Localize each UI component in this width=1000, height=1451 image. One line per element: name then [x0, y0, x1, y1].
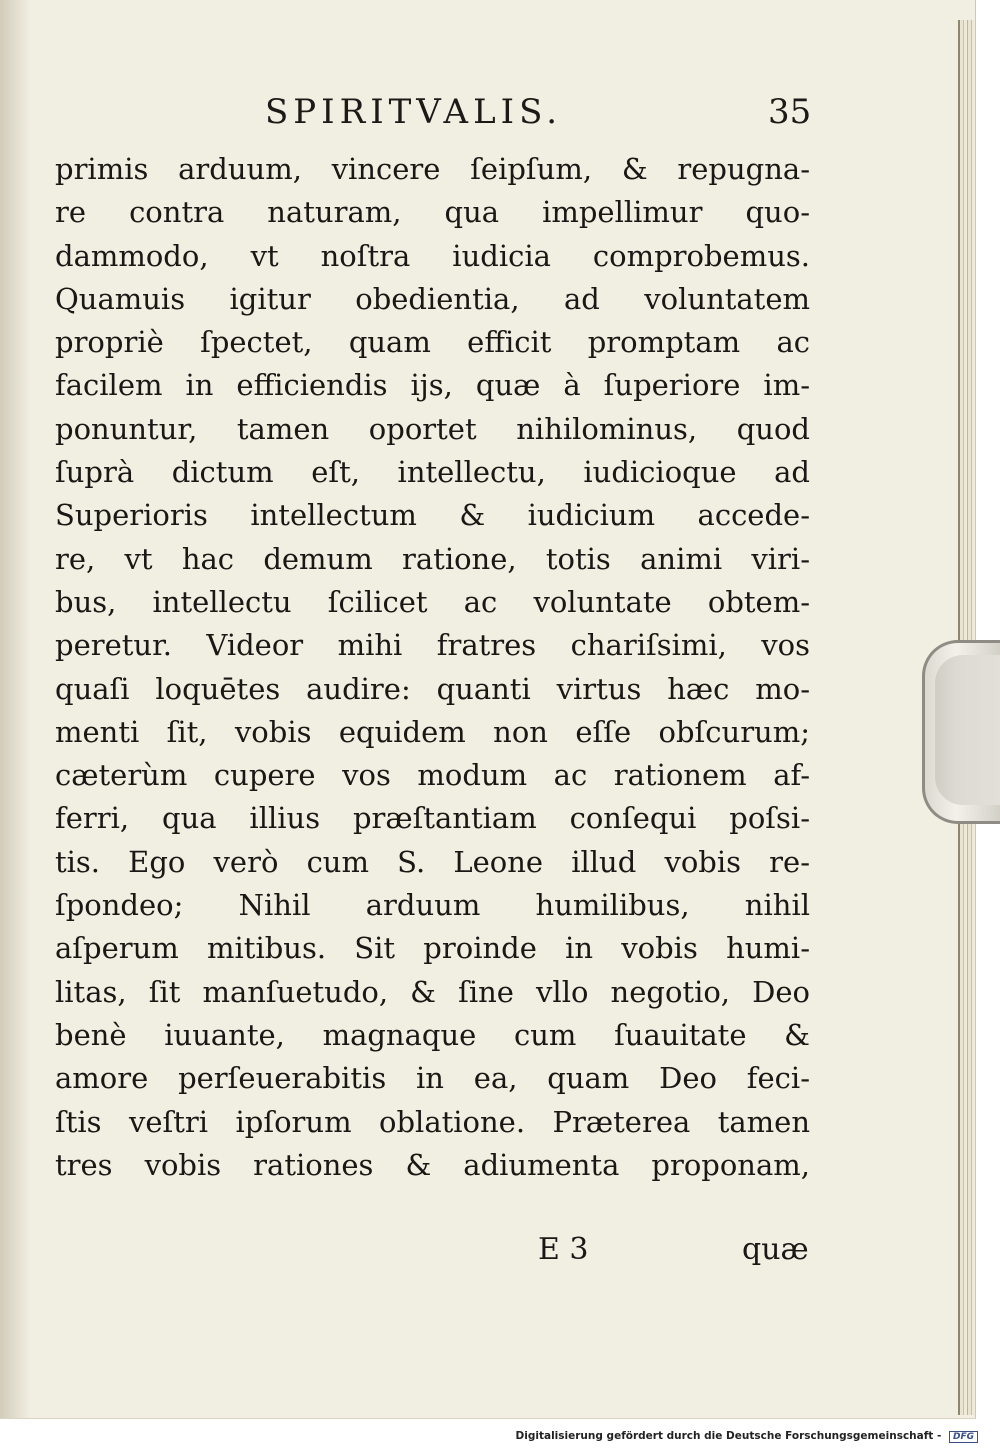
signature-mark: E 3: [538, 1232, 589, 1267]
text-line: facilem in efficiendis ijs, quæ à ſuperiore im-: [55, 368, 810, 403]
text-line: bus, intellectu ſcilicet ac voluntate obtem-: [55, 584, 810, 619]
text-line: propriè ſpectet, quam efficit promptam ac: [55, 325, 810, 360]
text-line: Quamuis igitur obedientia, ad voluntatem: [55, 281, 810, 316]
clasp-inner: [935, 655, 1000, 805]
text-line: ſtis veſtri ipſorum oblatione. Præterea tamen: [55, 1104, 810, 1139]
running-title: SPIRITVALIS.: [265, 92, 563, 132]
text-line: quaſi loquētes audire: quanti virtus hæc mo-: [55, 671, 810, 706]
text-line: menti ſit, vobis equidem non eſſe obſcurum;: [55, 714, 810, 749]
digitization-attribution: [516, 1430, 978, 1443]
attribution-text: Digitalisierung gefördert durch die Deutsche Forschungsgemeinschaft -: [515, 1430, 942, 1442]
text-line: ponuntur, tamen oportet nihilominus, quod: [55, 411, 810, 446]
text-line: Superioris intellectum & iudicium accede-: [55, 498, 810, 533]
text-line: aſperum mitibus. Sit proinde in vobis humi-: [55, 931, 810, 966]
page-footer: [0, 1232, 975, 1272]
page-header: [0, 92, 975, 132]
text-line: litas, ſit manſuetudo, & ſine vllo negotio, Deo: [55, 974, 810, 1009]
book-clasp: [922, 640, 1000, 824]
page-number: 35: [768, 92, 812, 132]
text-line: ſpondeo; Nihil arduum humilibus, nihil: [55, 888, 810, 923]
text-line: tis. Ego verò cum S. Leone illud vobis re-: [55, 844, 810, 879]
dfg-logo: DFG: [949, 1431, 978, 1443]
text-line: benè iuuante, magnaque cum ſuauitate &: [55, 1017, 810, 1052]
text-line: primis arduum, vincere ſeipſum, & repugna-: [55, 152, 810, 186]
text-line: amore perſeuerabitis in ea, quam Deo feci-: [55, 1061, 810, 1096]
text-line: tres vobis rationes & adiumenta proponam,: [55, 1147, 810, 1182]
text-line: peretur. Videor mihi fratres chariſsimi, vos: [55, 628, 810, 663]
catchword: quæ: [742, 1232, 809, 1267]
text-line: ferri, qua illius præſtantiam conſequi poſsi-: [55, 801, 810, 836]
text-line: dammodo, vt noſtra iudicia comprobemus.: [55, 238, 810, 273]
text-line: cæterùm cupere vos modum ac rationem af-: [55, 758, 810, 793]
text-line: re contra naturam, qua impellimur quo-: [55, 195, 810, 230]
text-line: re, vt hac demum ratione, totis animi viri-: [55, 541, 810, 576]
body-text: [55, 148, 810, 1187]
text-line: ſuprà dictum eſt, intellectu, iudicioque ad: [55, 455, 810, 490]
spine-shadow: [0, 0, 30, 1418]
